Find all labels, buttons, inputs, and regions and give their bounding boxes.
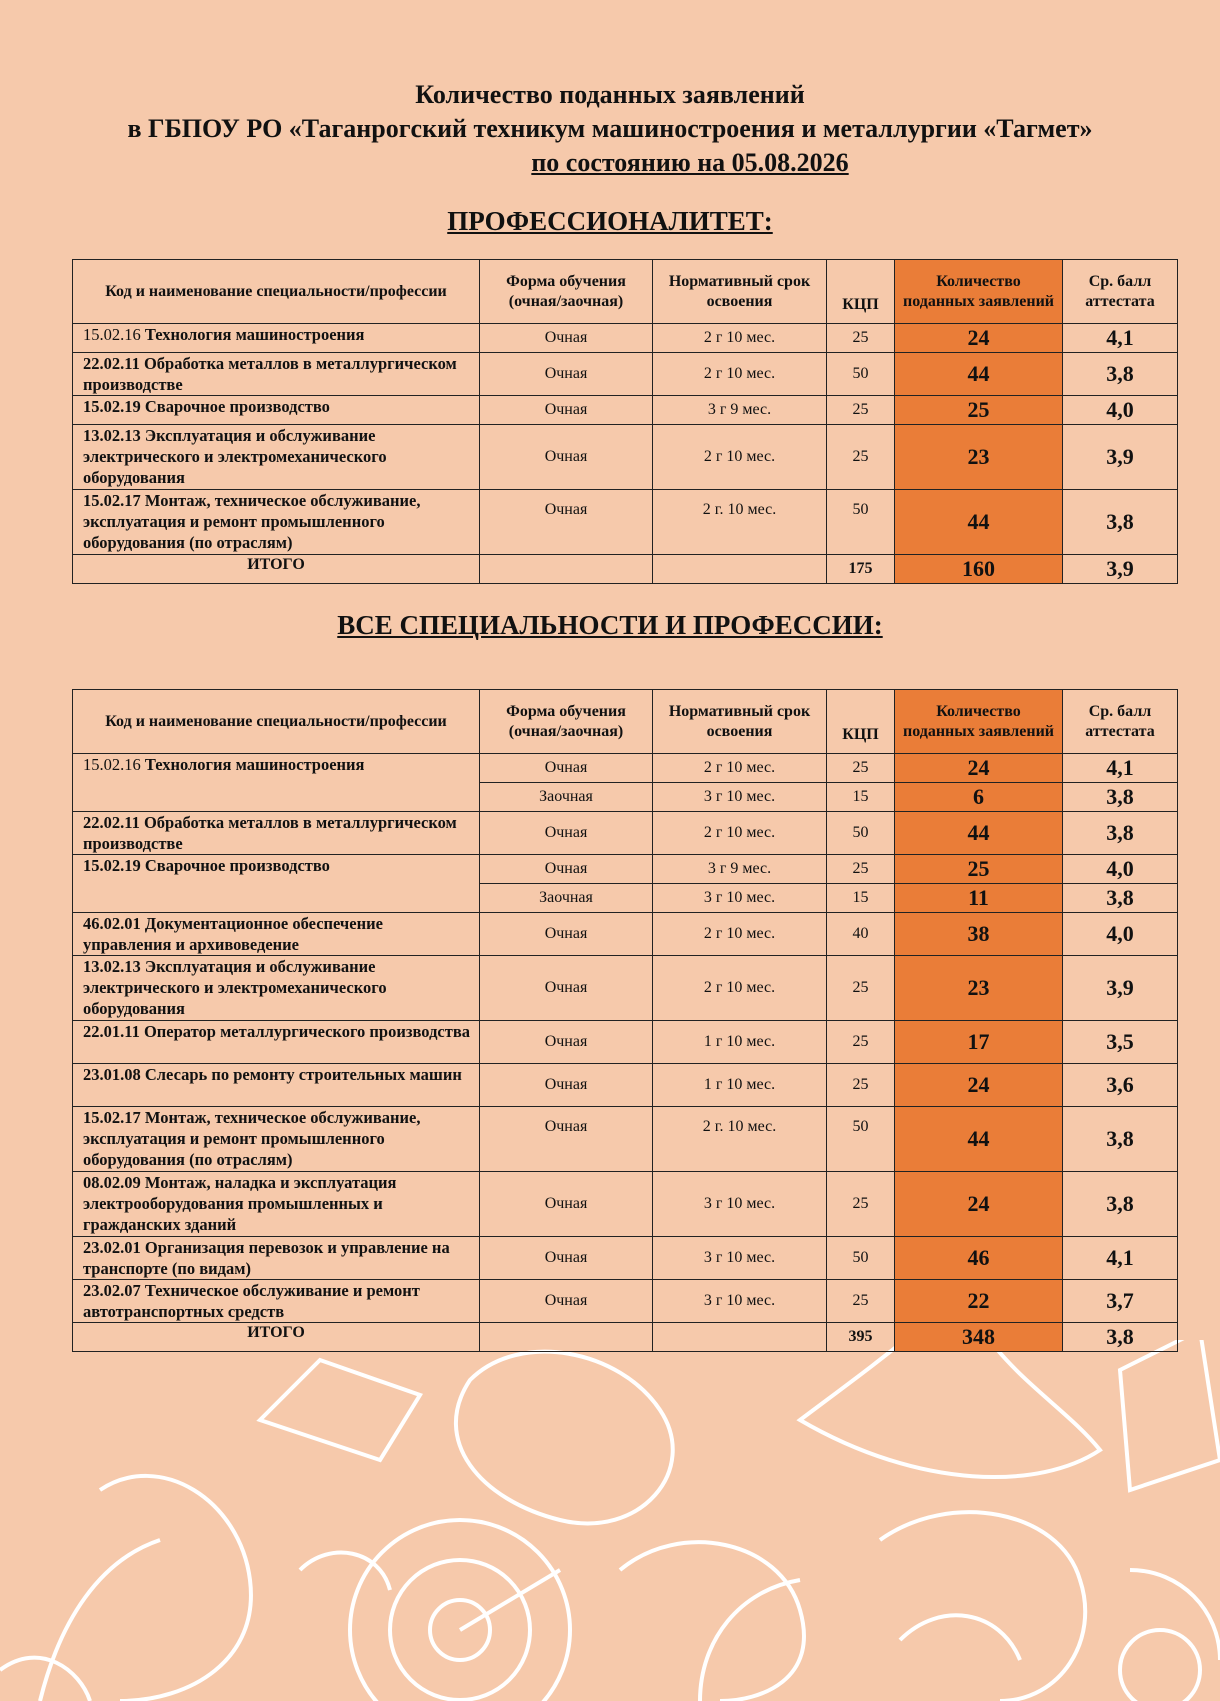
cell-kcp: 50 [827, 812, 895, 855]
cell-code: 46.02.01 [83, 914, 141, 933]
col-header-avg: Ср. балл аттестата [1063, 260, 1178, 324]
col-header-kcp: КЦП [827, 260, 895, 324]
table-row [73, 855, 1178, 884]
document-header [0, 78, 1220, 180]
cell-kcp: 25 [827, 1280, 895, 1323]
cell-form: Очная [480, 812, 653, 855]
cell-form: Очная [480, 1107, 653, 1172]
cell-name [73, 1107, 480, 1172]
cell-term: 3 г 10 мес. [653, 1172, 827, 1237]
table-header-row [73, 260, 1178, 324]
cell-title: Техническое обслуживание и ремонт автотранспортных средств [83, 1281, 420, 1321]
table-row [73, 396, 1178, 425]
table-row [73, 425, 1178, 490]
cell-form: Очная [480, 353, 653, 396]
cell-name [73, 1021, 480, 1064]
table-row [73, 353, 1178, 396]
cell-term: 2 г 10 мес. [653, 425, 827, 490]
cell-avg: 3,8 [1063, 490, 1178, 555]
cell-avg: 3,9 [1063, 425, 1178, 490]
cell-form: Очная [480, 754, 653, 783]
cell-count: 25 [895, 855, 1063, 884]
cell-empty [480, 555, 653, 584]
table-row [73, 1172, 1178, 1237]
cell-form: Очная [480, 1280, 653, 1323]
cell-form: Заочная [480, 884, 653, 913]
cell-kcp: 25 [827, 754, 895, 783]
cell-term: 3 г 10 мес. [653, 783, 827, 812]
cell-form: Очная [480, 913, 653, 956]
cell-code: 15.02.19 [83, 397, 141, 416]
cell-kcp: 25 [827, 1021, 895, 1064]
cell-code: 15.02.16 [83, 325, 141, 344]
total-label: ИТОГО [73, 555, 480, 584]
cell-term: 2 г 10 мес. [653, 324, 827, 353]
cell-name [73, 1172, 480, 1237]
section1-title: ПРОФЕССИОНАЛИТЕТ: [447, 206, 773, 236]
col-header-form: Форма обучения (очная/заочная) [480, 690, 653, 754]
cell-title: Обработка металлов в металлургическом производстве [83, 354, 457, 394]
cell-count: 44 [895, 1107, 1063, 1172]
cell-form: Очная [480, 1064, 653, 1107]
cell-kcp: 25 [827, 396, 895, 425]
cell-term: 1 г 10 мес. [653, 1064, 827, 1107]
total-avg: 3,9 [1063, 555, 1178, 584]
cell-empty [480, 1323, 653, 1352]
cell-avg: 4,0 [1063, 855, 1178, 884]
table-row [73, 490, 1178, 555]
cell-form: Очная [480, 425, 653, 490]
cell-avg: 3,8 [1063, 812, 1178, 855]
cell-count: 23 [895, 425, 1063, 490]
cell-kcp: 25 [827, 1064, 895, 1107]
cell-name [73, 956, 480, 1021]
cell-kcp: 50 [827, 1107, 895, 1172]
cell-count: 44 [895, 353, 1063, 396]
cell-name [73, 425, 480, 490]
cell-code: 15.02.16 [83, 755, 141, 774]
total-label: ИТОГО [73, 1323, 480, 1352]
cell-avg: 3,8 [1063, 1172, 1178, 1237]
cell-title: Эксплуатация и обслуживание электрического и электромеханического оборудования [83, 426, 387, 487]
cell-avg: 3,8 [1063, 783, 1178, 812]
cell-count: 46 [895, 1237, 1063, 1280]
cell-term: 3 г 9 мес. [653, 855, 827, 884]
cell-title: Монтаж, техническое обслуживание, эксплуатация и ремонт промышленного оборудования (по отраслям) [83, 1108, 421, 1169]
cell-avg: 3,8 [1063, 353, 1178, 396]
cell-title: Технология машиностроения [144, 755, 365, 774]
cell-name [73, 1064, 480, 1107]
cell-code: 23.01.08 [83, 1065, 141, 1084]
cell-code: 08.02.09 [83, 1173, 141, 1192]
cell-kcp: 15 [827, 783, 895, 812]
table-row [73, 913, 1178, 956]
cell-kcp: 50 [827, 1237, 895, 1280]
cell-name [73, 396, 480, 425]
total-row [73, 1323, 1178, 1352]
table-header-row [73, 690, 1178, 754]
cell-kcp: 25 [827, 1172, 895, 1237]
header-date: по состоянию на 05.08.2026 [531, 148, 849, 177]
cell-term: 2 г 10 мес. [653, 913, 827, 956]
cell-count: 44 [895, 812, 1063, 855]
col-header-form: Форма обучения (очная/заочная) [480, 260, 653, 324]
cell-name [73, 324, 480, 353]
cell-term: 3 г 10 мес. [653, 1237, 827, 1280]
cell-code: 13.02.13 [83, 426, 141, 445]
cell-kcp: 25 [827, 324, 895, 353]
cell-count: 24 [895, 1172, 1063, 1237]
cell-avg: 3,8 [1063, 884, 1178, 913]
cell-term: 1 г 10 мес. [653, 1021, 827, 1064]
cell-title: Сварочное производство [144, 397, 330, 416]
cell-term: 2 г 10 мес. [653, 956, 827, 1021]
table-row [73, 1021, 1178, 1064]
table-row [73, 1280, 1178, 1323]
cell-form: Очная [480, 956, 653, 1021]
decorative-pattern [0, 1340, 1220, 1701]
cell-term: 2 г 10 мес. [653, 353, 827, 396]
col-header-avg: Ср. балл аттестата [1063, 690, 1178, 754]
total-kcp: 175 [827, 555, 895, 584]
cell-code: 15.02.19 [83, 856, 141, 875]
cell-title: Сварочное производство [144, 856, 330, 875]
col-header-name: Код и наименование специальности/профессии [73, 690, 480, 754]
cell-avg: 3,5 [1063, 1021, 1178, 1064]
section2-title: ВСЕ СПЕЦИАЛЬНОСТИ И ПРОФЕССИИ: [337, 610, 883, 640]
cell-form: Очная [480, 324, 653, 353]
cell-term: 3 г 9 мес. [653, 396, 827, 425]
col-header-count: Количество поданных заявлений [895, 260, 1063, 324]
cell-code: 15.02.17 [83, 1108, 141, 1127]
table-row [73, 1064, 1178, 1107]
cell-term: 2 г. 10 мес. [653, 1107, 827, 1172]
cell-count: 24 [895, 324, 1063, 353]
cell-code: 23.02.07 [83, 1281, 141, 1300]
cell-avg: 4,1 [1063, 754, 1178, 783]
table-row [73, 1107, 1178, 1172]
cell-code: 23.02.01 [83, 1238, 141, 1257]
cell-kcp: 15 [827, 884, 895, 913]
header-title: Количество поданных заявлений [415, 80, 805, 109]
total-kcp: 395 [827, 1323, 895, 1352]
cell-form: Очная [480, 490, 653, 555]
cell-avg: 4,1 [1063, 324, 1178, 353]
cell-title: Слесарь по ремонту строительных машин [144, 1065, 462, 1084]
header-institution: в ГБПОУ РО «Таганрогский техникум машиностроения и металлургии «Тагмет» [127, 114, 1093, 143]
cell-term: 3 г 10 мес. [653, 1280, 827, 1323]
col-header-term: Нормативный срок освоения [653, 260, 827, 324]
cell-count: 22 [895, 1280, 1063, 1323]
total-row [73, 555, 1178, 584]
cell-term: 2 г 10 мес. [653, 812, 827, 855]
cell-code: 22.01.11 [83, 1022, 140, 1041]
cell-count: 11 [895, 884, 1063, 913]
cell-empty [653, 555, 827, 584]
cell-kcp: 40 [827, 913, 895, 956]
cell-avg: 4,0 [1063, 913, 1178, 956]
table-row [73, 754, 1178, 783]
cell-code: 15.02.17 [83, 491, 141, 510]
cell-form: Заочная [480, 783, 653, 812]
total-avg: 3,8 [1063, 1323, 1178, 1352]
cell-avg: 4,0 [1063, 396, 1178, 425]
cell-title: Организация перевозок и управление на транспорте (по видам) [83, 1238, 450, 1278]
col-header-count: Количество поданных заявлений [895, 690, 1063, 754]
all-specialties-table [72, 689, 1178, 1352]
cell-count: 24 [895, 754, 1063, 783]
cell-name [73, 490, 480, 555]
cell-count: 17 [895, 1021, 1063, 1064]
cell-form: Очная [480, 396, 653, 425]
cell-form: Очная [480, 1237, 653, 1280]
cell-name [73, 353, 480, 396]
cell-term: 2 г. 10 мес. [653, 490, 827, 555]
cell-name [73, 913, 480, 956]
table-row [73, 812, 1178, 855]
cell-title: Документационное обеспечение управления и архивоведение [83, 914, 383, 954]
cell-form: Очная [480, 1021, 653, 1064]
cell-title: Монтаж, наладка и эксплуатация электрооборудования промышленных и гражданских зданий [83, 1173, 397, 1234]
cell-title: Обработка металлов в металлургическом производстве [83, 813, 457, 853]
col-header-name: Код и наименование специальности/профессии [73, 260, 480, 324]
cell-title: Технология машиностроения [144, 325, 365, 344]
cell-name [73, 1237, 480, 1280]
cell-count: 23 [895, 956, 1063, 1021]
total-count: 348 [895, 1323, 1063, 1352]
cell-title: Монтаж, техническое обслуживание, эксплуатация и ремонт промышленного оборудования (по отраслям) [83, 491, 421, 552]
cell-count: 38 [895, 913, 1063, 956]
cell-form: Очная [480, 855, 653, 884]
cell-avg: 3,7 [1063, 1280, 1178, 1323]
cell-name [73, 1280, 480, 1323]
table-row [73, 956, 1178, 1021]
cell-code: 13.02.13 [83, 957, 141, 976]
cell-count: 44 [895, 490, 1063, 555]
cell-avg: 4,1 [1063, 1237, 1178, 1280]
cell-count: 6 [895, 783, 1063, 812]
cell-kcp: 50 [827, 490, 895, 555]
cell-kcp: 25 [827, 855, 895, 884]
cell-title: Оператор металлургического производства [143, 1022, 471, 1041]
cell-kcp: 25 [827, 956, 895, 1021]
cell-code: 22.02.11 [83, 354, 140, 373]
cell-form: Очная [480, 1172, 653, 1237]
cell-term: 3 г 10 мес. [653, 884, 827, 913]
professionalitet-table [72, 259, 1178, 584]
cell-count: 24 [895, 1064, 1063, 1107]
table-row [73, 324, 1178, 353]
total-count: 160 [895, 555, 1063, 584]
cell-empty [653, 1323, 827, 1352]
col-header-kcp: КЦП [827, 690, 895, 754]
cell-avg: 3,6 [1063, 1064, 1178, 1107]
col-header-term: Нормативный срок освоения [653, 690, 827, 754]
cell-name [73, 855, 480, 913]
table-row [73, 1237, 1178, 1280]
cell-avg: 3,8 [1063, 1107, 1178, 1172]
cell-kcp: 50 [827, 353, 895, 396]
cell-kcp: 25 [827, 425, 895, 490]
cell-name [73, 754, 480, 812]
cell-name [73, 812, 480, 855]
cell-count: 25 [895, 396, 1063, 425]
cell-avg: 3,9 [1063, 956, 1178, 1021]
cell-title: Эксплуатация и обслуживание электрического и электромеханического оборудования [83, 957, 387, 1018]
cell-code: 22.02.11 [83, 813, 140, 832]
cell-term: 2 г 10 мес. [653, 754, 827, 783]
